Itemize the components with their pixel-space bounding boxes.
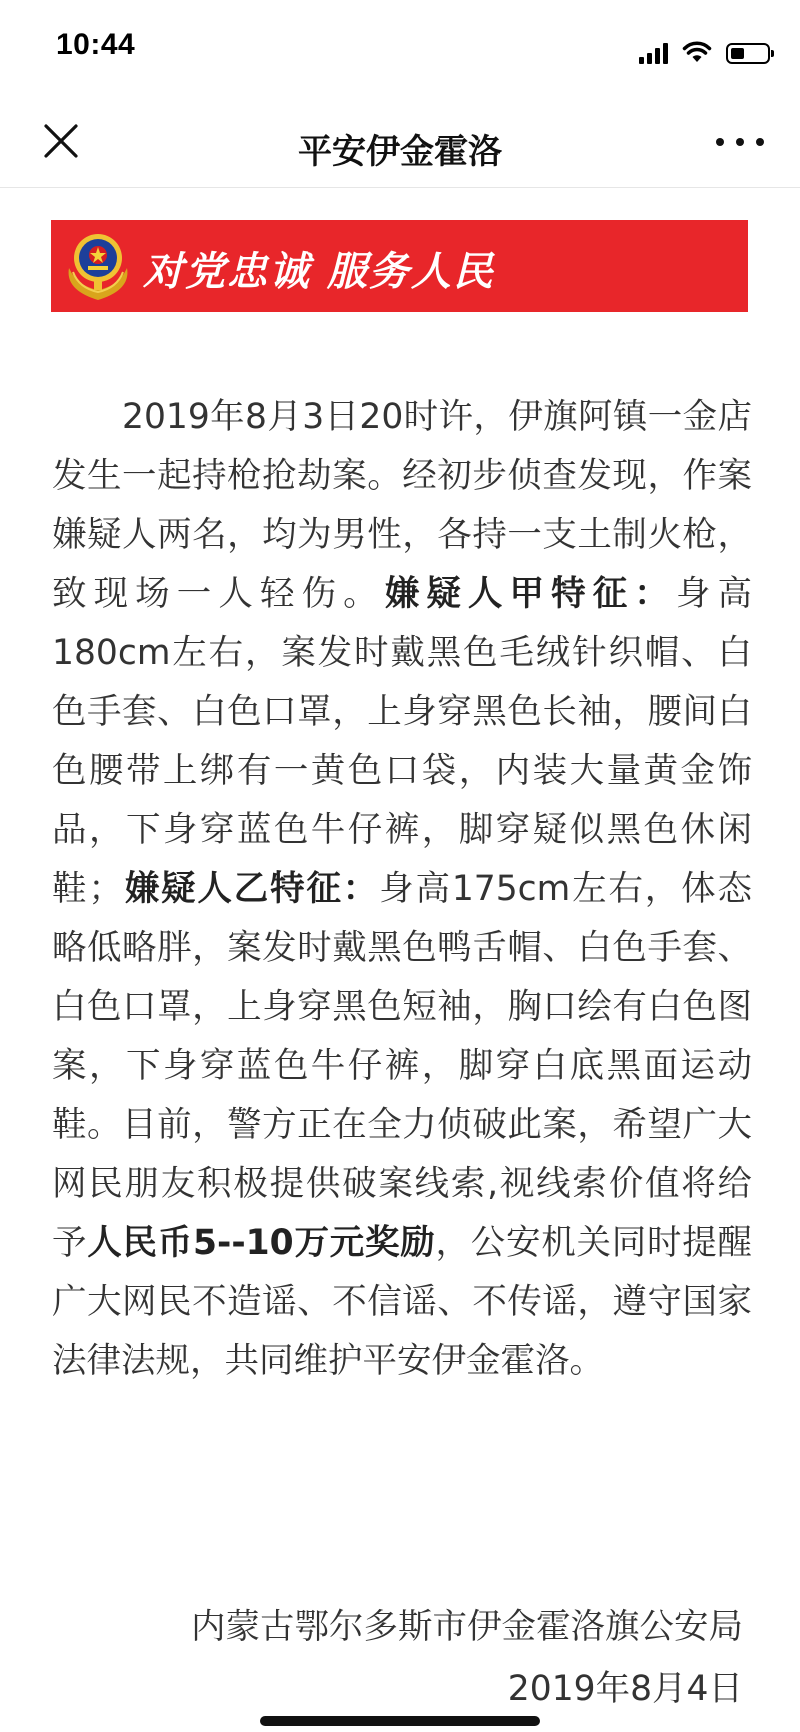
page-title: 平安伊金霍洛 [298,132,502,172]
more-dot-icon [756,138,764,146]
more-options-button[interactable] [716,124,764,160]
signature-date: 2019年8月4日 [507,1669,743,1709]
status-bar [0,0,800,100]
cellular-signal-icon [639,42,668,64]
suspect-a-description: 身高180cm左右，案发时戴黑色毛绒针织帽、白色手套、白色口罩，上身穿黑色长袖，腰间白色腰带上绑有一黄色口袋，内装大量黄金饰品，下身穿蓝色牛仔裤，脚穿疑似黑色休闲鞋； [52,574,752,909]
home-indicator[interactable] [260,1716,540,1726]
reward-text: 人民币5--10万元奖励 [87,1223,436,1263]
suspect-a-label: 嫌疑人甲特征： [384,574,676,614]
article-closing: ，公安机关同时提醒广大网民不造谣、不信谣、不传谣，遵守国家法律法规，共同维护平安伊金霍洛。 [52,1223,753,1381]
nav-bar [0,100,800,188]
signature-organization: 内蒙古鄂尔多斯市伊金霍洛旗公安局 [191,1607,743,1647]
banner-slogan: 对党忠诚 服务人民 [143,248,495,295]
wifi-icon [682,40,712,64]
article-body [52,388,752,1391]
more-dot-icon [716,138,724,146]
more-dot-icon [736,138,744,146]
battery-icon [726,43,770,64]
suspect-b-description: 身高175cm左右，体态略低略胖，案发时戴黑色鸭舌帽、白色手套、白色口罩，上身穿黑色短袖，胸口绘有白色图案，下身穿蓝色牛仔裤，脚穿白底黑面运动鞋。目前，警方正在全力侦破此案，希望广大网民朋友积极提供破案线索,视线索价值将给予 [52,869,752,1263]
police-emblem-icon [61,228,135,304]
status-icons [639,34,770,64]
article-intro: 2019年8月3日20时许，伊旗阿镇一金店发生一起持枪抢劫案。经初步侦查发现，作案嫌疑人两名，均为男性，各持一支土制火枪，致现场一人轻伤。 [52,397,752,614]
status-time: 10:44 [56,28,136,61]
slogan-banner [51,220,748,312]
suspect-b-label: 嫌疑人乙特征： [122,869,380,909]
